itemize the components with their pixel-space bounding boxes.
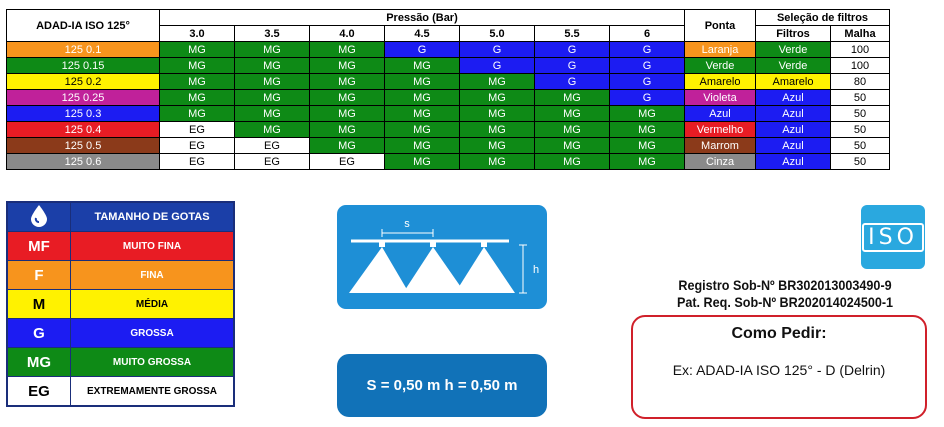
droplet-cell: MG [310, 106, 385, 122]
table-row [7, 90, 890, 106]
legend-row [7, 261, 234, 290]
droplet-cell: G [610, 58, 685, 74]
droplet-cell: MG [235, 58, 310, 74]
legend-label: FINA [71, 261, 235, 290]
spacing-formula: S = 0,50 m h = 0,50 m [337, 354, 547, 417]
ponta-cell: Azul [685, 106, 756, 122]
droplet-cell: MG [160, 58, 235, 74]
model-cell: 125 0.2 [7, 74, 160, 90]
malha-cell: 50 [831, 90, 890, 106]
droplet-cell: MG [160, 74, 235, 90]
iso-text: ISO [862, 223, 924, 252]
ponta-cell: Cinza [685, 154, 756, 170]
droplet-cell: EG [160, 154, 235, 170]
droplet-cell: G [610, 42, 685, 58]
malha-cell: 50 [831, 106, 890, 122]
legend-code: MG [7, 348, 71, 377]
legend-title: TAMANHO DE GOTAS [71, 202, 235, 232]
nozzle-table-body [7, 10, 890, 170]
table-row [7, 58, 890, 74]
legend-body [7, 202, 234, 406]
spray-pattern-diagram [337, 205, 547, 309]
filtros-header: Filtros [756, 26, 831, 42]
droplet-cell: MG [535, 122, 610, 138]
filtro-cell: Azul [756, 138, 831, 154]
filtro-cell: Verde [756, 42, 831, 58]
filtro-cell: Azul [756, 122, 831, 138]
order-title: Como Pedir: [731, 325, 827, 342]
patente-text: Pat. Req. Sob-Nº BR202014024500-1 [676, 294, 894, 310]
droplet-cell: MG [385, 58, 460, 74]
order-box [631, 315, 927, 419]
pressure-col-header: 6 [610, 26, 685, 42]
droplet-cell: MG [610, 138, 685, 154]
droplet-cell: G [460, 42, 535, 58]
droplet-cell: MG [235, 122, 310, 138]
legend-label: MUITO FINA [71, 232, 235, 261]
droplet-cell: MG [235, 42, 310, 58]
ponta-cell: Verde [685, 58, 756, 74]
legend-label: GROSSA [71, 319, 235, 348]
pressure-col-header: 3.0 [160, 26, 235, 42]
droplet-cell: MG [310, 74, 385, 90]
legend-row [7, 319, 234, 348]
droplet-cell: MG [385, 74, 460, 90]
malha-cell: 50 [831, 154, 890, 170]
droplet-cell: MG [460, 74, 535, 90]
legend-row [7, 377, 234, 407]
legend-label: MUITO GROSSA [71, 348, 235, 377]
droplet-cell: EG [310, 154, 385, 170]
malha-header: Malha [831, 26, 890, 42]
model-cell: 125 0.4 [7, 122, 160, 138]
registro-text: Registro Sob-Nº BR302013003490-9 [678, 277, 892, 293]
table-row [7, 122, 890, 138]
droplet-cell: G [460, 58, 535, 74]
droplet-cell: EG [235, 154, 310, 170]
ponta-cell: Violeta [685, 90, 756, 106]
table-row [7, 42, 890, 58]
filtro-cell: Azul [756, 106, 831, 122]
model-cell: 125 0.25 [7, 90, 160, 106]
filtro-cell: Amarelo [756, 74, 831, 90]
droplet-cell: MG [235, 90, 310, 106]
droplet-cell: MG [535, 154, 610, 170]
droplet-icon [7, 202, 71, 232]
malha-cell: 50 [831, 138, 890, 154]
droplet-cell: MG [385, 106, 460, 122]
legend-row [7, 232, 234, 261]
legend-label: MÉDIA [71, 290, 235, 319]
droplet-cell: MG [535, 138, 610, 154]
droplet-cell: G [535, 58, 610, 74]
ponta-header: Ponta [685, 10, 756, 42]
droplet-cell: MG [535, 106, 610, 122]
pressure-col-header: 5.0 [460, 26, 535, 42]
droplet-cell: MG [310, 42, 385, 58]
model-cell: 125 0.6 [7, 154, 160, 170]
droplet-cell: EG [160, 138, 235, 154]
droplet-cell: MG [160, 90, 235, 106]
table-row [7, 106, 890, 122]
legend-code: EG [7, 377, 71, 407]
droplet-cell: MG [460, 106, 535, 122]
droplet-cell: MG [535, 90, 610, 106]
model-cell: 125 0.5 [7, 138, 160, 154]
table-row [7, 154, 890, 170]
ponta-cell: Vermelho [685, 122, 756, 138]
table-row [7, 138, 890, 154]
height-label: h [533, 264, 540, 276]
droplet-cell: MG [160, 42, 235, 58]
pressure-col-header: 4.5 [385, 26, 460, 42]
legend-code: M [7, 290, 71, 319]
iso-badge [861, 205, 925, 269]
malha-cell: 100 [831, 42, 890, 58]
table-header-row [7, 10, 890, 26]
droplet-cell: G [610, 74, 685, 90]
filtro-cell: Azul [756, 154, 831, 170]
droplet-size-legend [6, 201, 235, 407]
legend-label: EXTREMAMENTE GROSSA [71, 377, 235, 407]
ponta-cell: Amarelo [685, 74, 756, 90]
ponta-cell: Laranja [685, 42, 756, 58]
droplet-cell: MG [310, 138, 385, 154]
malha-cell: 80 [831, 74, 890, 90]
droplet-cell: MG [235, 74, 310, 90]
pressure-col-header: 4.0 [310, 26, 385, 42]
droplet-cell: MG [610, 106, 685, 122]
spacing-label: s [404, 218, 410, 230]
legend-code: MF [7, 232, 71, 261]
droplet-cell: MG [460, 90, 535, 106]
droplet-cell: MG [385, 122, 460, 138]
droplet-cell: MG [610, 122, 685, 138]
table-row [7, 74, 890, 90]
malha-cell: 50 [831, 122, 890, 138]
droplet-cell: G [535, 74, 610, 90]
droplet-cell: MG [235, 106, 310, 122]
spray-diagram-svg [337, 205, 547, 309]
model-header: ADAD-IA ISO 125° [7, 10, 160, 42]
droplet-cell: MG [310, 90, 385, 106]
droplet-cell: EG [235, 138, 310, 154]
legend-row [7, 290, 234, 319]
legend-code: F [7, 261, 71, 290]
order-example: Ex: ADAD-IA ISO 125° - D (Delrin) [672, 362, 886, 378]
droplet-cell: G [535, 42, 610, 58]
malha-cell: 100 [831, 58, 890, 74]
legend-row [7, 348, 234, 377]
pressure-header: Pressão (Bar) [160, 10, 685, 26]
legend-code: G [7, 319, 71, 348]
droplet-cell: MG [310, 122, 385, 138]
filtro-cell: Azul [756, 90, 831, 106]
ponta-cell: Marrom [685, 138, 756, 154]
droplet-cell: MG [460, 154, 535, 170]
droplet-cell: G [385, 42, 460, 58]
model-cell: 125 0.1 [7, 42, 160, 58]
model-cell: 125 0.3 [7, 106, 160, 122]
droplet-cell: G [610, 90, 685, 106]
nozzle-table [6, 9, 890, 170]
pressure-col-header: 5.5 [535, 26, 610, 42]
droplet-cell: EG [160, 122, 235, 138]
droplet-cell: MG [385, 154, 460, 170]
droplet-cell: MG [160, 106, 235, 122]
droplet-cell: MG [460, 138, 535, 154]
model-cell: 125 0.15 [7, 58, 160, 74]
droplet-cell: MG [310, 58, 385, 74]
droplet-cell: MG [610, 154, 685, 170]
droplet-cell: MG [385, 90, 460, 106]
droplet-cell: MG [460, 122, 535, 138]
pressure-col-header: 3.5 [235, 26, 310, 42]
filter-selection-header: Seleção de filtros [756, 10, 890, 26]
legend-header-row [7, 202, 234, 232]
droplet-cell: MG [385, 138, 460, 154]
filtro-cell: Verde [756, 58, 831, 74]
